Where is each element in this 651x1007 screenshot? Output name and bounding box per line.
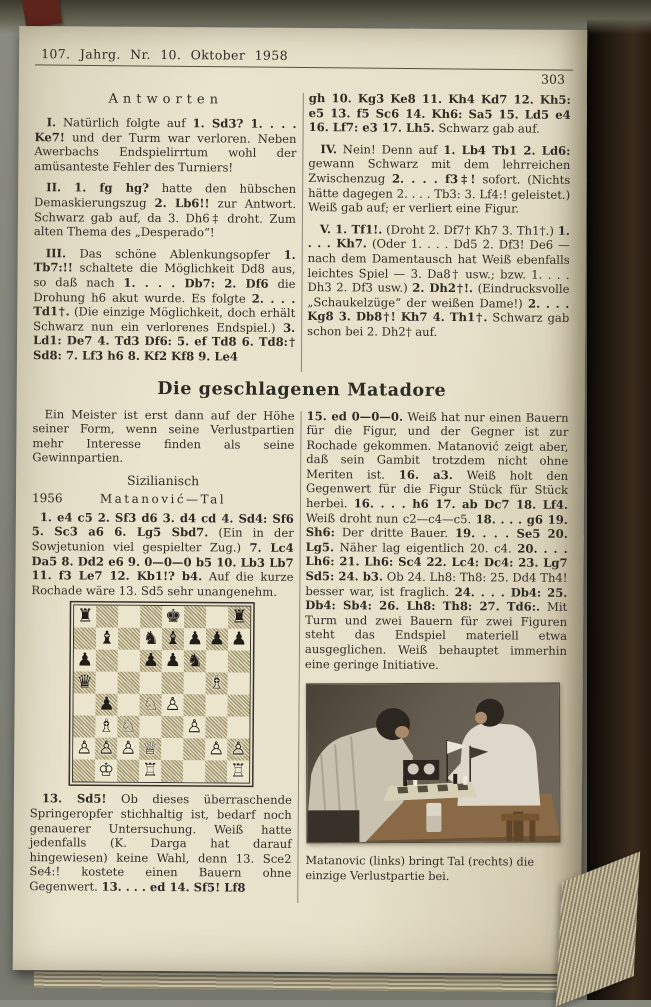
board-square: [228, 673, 250, 695]
board-square: [205, 695, 227, 717]
answer-paragraph-5: V. 1. Tf1!. (Droht 2. Df7† Kh7 3. Th1†.) 1. . . . Kh7. (Oder 1. . . . Dd5 2. Df3! De6 — nach dem Damentausch hat Weiß ebenfalls leichtes Spiel — 3. Da8† usw.; bzw. 1. . . . Dh3 2. Df3 usw.) 2. Dh2†!. (Eindrucksvolle „Schaukelzüge“ der weißen Dame!) 2. . . . Kg8 3. Db8†! Kh7 4. Th1†. Schwarz gab schon bei 2. Dh2† auf.: [307, 222, 570, 341]
player-left-trousers: [307, 810, 359, 842]
board-square: [73, 694, 95, 716]
board-square: [118, 628, 140, 650]
photo-caption: Matanovic (links) bringt Tal (rechts) die einzige Verlustpartie bei.: [305, 854, 565, 885]
answer-paragraph-2: II. 1. fg hg? hatte den hübschen Demaskierungszug 2. Lb6!! zur Antwort. Schwarz gab auf, da 3. Dh6‡ droht. Zum alten Thema des „Desperado“!: [34, 181, 296, 241]
board-square: ♕: [139, 738, 161, 760]
board-square: ♝: [96, 628, 118, 650]
board-square: ♙: [73, 738, 95, 760]
article-left-column: [29, 407, 294, 903]
board-square: [139, 716, 161, 738]
board-square: [161, 760, 183, 782]
answers-section: [33, 89, 573, 373]
column-divider: [297, 411, 301, 903]
board-square: ♚: [162, 606, 184, 628]
board-square: [161, 716, 183, 738]
stool: [501, 814, 539, 821]
board-square: ♜: [74, 606, 96, 628]
board-square: [183, 761, 205, 783]
board-square: [205, 717, 227, 739]
board-square: [117, 694, 139, 716]
board-square: [74, 628, 96, 650]
board-square: [73, 716, 95, 738]
board-square: ♟: [95, 694, 117, 716]
board-square: ♘: [117, 716, 139, 738]
game-header: [32, 491, 294, 507]
game-year: 1956: [32, 491, 88, 505]
board-square: [184, 607, 206, 629]
board-square: ♟: [162, 650, 184, 672]
board-square: ♟: [228, 629, 250, 651]
board-square: ♙: [183, 717, 205, 739]
board-square: [118, 650, 140, 672]
board-square: ♟: [184, 629, 206, 651]
board-square: ♔: [95, 760, 117, 782]
game-moves: 1. e4 c5 2. Sf3 d6 3. d4 cd 4. Sd4: Sf6 5. Sc3 a6 6. Lg5 Sbd7. (Ein in der Sowjetunion viel gespielter Zug.) 7. Lc4 Da5 8. Dd2 e6 9. 0—0—0 b5 10. Lb3 Lb7 11. f3 Le7 12. Kb1!? b4. Auf die kurze Rochade wäre 13. Sd5 sehr unangenehm.: [31, 510, 294, 599]
board-square: [183, 695, 205, 717]
answer-continuation: gh 10. Kg3 Ke8 11. Kh4 Kd7 12. Kh5: e5 13. f5 Sc6 14. Kh6: Sa5 15. Ld5 e4 16. Lf7: e3 17. Lh5. Schwarz gab auf.: [309, 91, 571, 137]
book-cover: [587, 0, 651, 1000]
answers-heading: Antworten: [35, 91, 297, 108]
page-number: 303: [35, 68, 573, 87]
board-square: ♟: [206, 629, 228, 651]
board-square: ♟: [74, 650, 96, 672]
board-square: [96, 672, 118, 694]
board-square: [205, 761, 227, 783]
board-square: ♖: [227, 761, 249, 783]
board-square: [118, 606, 140, 628]
stool-leg: [529, 821, 535, 842]
board-square: [227, 717, 249, 739]
board-square: [140, 606, 162, 628]
game-continuation: 15. ed 0—0—0. Weiß hat nur einen Bauern für die Figur, und der Gegner ist zur Rochade gekommen. Matanović zeigt aber, daß sein Gambit trotzdem nicht ohne Meriten ist. 16. a3. Weiß holt den Gegenwert für die Figur Stück für Stück herbei. 16. . . . h6 17. ab Dc7 18. Lf4. Weiß droht nun c2—c4—c5. 18. . . . g6 19. Sh6: Der dritte Bauer. 19. . . . Se5 20. Lg5. Näher lag eigentlich 20. c4. 20. . . . Lh6: 21. Lh6: Sc4 22. Lc4: Dc4: 23. Lg7 Sd5: 24. b3. Ob 24. Lh8: Th8: 25. Dd4 Th4! besser war, ist fraglich. 24. . . . Db4: 25. Db4: Sb4: 26. Lh8: Th8: 27. Td6:. Mit Turm und zwei Bauern für zwei Figuren steht das Endspiel materiell etwa ausgeglichen. Weiß behauptet immerhin eine geringe Initiative.: [305, 409, 569, 674]
article-title: Die geschlagenen Matadore: [33, 378, 571, 402]
game-annotation: 13. Sd5! Ob dieses überraschende Springeropfer stichhaltig ist, bedarf noch genauerer Untersuchung. Weiß hatte jedenfalls (K. Darga hat darauf hingewiesen) keine Wahl, denn 13. Sce2 Se4:! kostete einen Bauern ohne Gegenwert. 13. . . . ed 14. Sf5! Lf8: [29, 792, 292, 896]
board-square: [227, 695, 249, 717]
board-square: [73, 760, 95, 782]
opening-name: Sizilianisch: [32, 472, 294, 489]
stool-leg: [506, 821, 512, 842]
board-square: [206, 607, 228, 629]
board-square: ♖: [139, 760, 161, 782]
answer-paragraph-1: I. Natürlich folgte auf 1. Sd3? 1. . . . Ke7! und der Turm war verloren. Neben Awerbachs Endspielirrtum wohl der amüsanteste Fehler des Turniers!: [34, 115, 296, 175]
board-square: [161, 738, 183, 760]
board-square: [140, 672, 162, 694]
board-square: ♜: [228, 607, 250, 629]
board-square: [206, 651, 228, 673]
board-square: [184, 673, 206, 695]
photo-matanovic-tal: [306, 683, 561, 844]
answer-paragraph-4: IV. Nein! Denn auf 1. Lb4 Tb1 2. Ld6: gewann Schwarz mit dem lehrreichen Zwischenzug 2. . . . f3‡! sofort. (Nichts hätte dagegen 2. . . . Tb3: 3. Lf4:! geleistet.) Weiß gab auf; er verliert eine Figur.: [308, 142, 571, 217]
board-square: [162, 672, 184, 694]
chess-diagram: [30, 605, 293, 785]
left-column: [33, 89, 297, 371]
right-column: [307, 91, 571, 373]
column-divider: [301, 93, 304, 372]
board-square: [118, 672, 140, 694]
board-square: ♙: [117, 738, 139, 760]
board-square: [96, 650, 118, 672]
article-section: [29, 407, 570, 905]
board-square: ♞: [184, 651, 206, 673]
board-square: ♙: [205, 739, 227, 761]
game-players: Matanović—Tal: [88, 491, 238, 506]
board-square: ♙: [227, 739, 249, 761]
page-edges-bottom: [34, 972, 570, 993]
board-square: [183, 739, 205, 761]
water-glass-shade: [426, 816, 441, 832]
board-square: [228, 651, 250, 673]
board-square: ♝: [162, 628, 184, 650]
board-square: ♗: [206, 673, 228, 695]
board-square: ♞: [140, 628, 162, 650]
board-square: [117, 760, 139, 782]
board-square: [96, 606, 118, 628]
board-square: ♙: [95, 738, 117, 760]
chess-diagram-board: [72, 605, 251, 784]
answer-paragraph-3: III. Das schöne Ablenkungsopfer 1. Tb7:!! schaltete die Möglichkeit Dd8 aus, so daß nach 1. . . . Db7: 2. Df6 die Drohung h6 akut wurde. Es folgte 2. . . . Td1†. (Die einzige Möglichkeit, doch erhält Schwarz nun ein verlorenes Endspiel.) 3. Ld1: De7 4. Td3 Df6: 5. ef Td8 6. Td8:† Sd8: 7. Lf3 h6 8. Kf2 Kf8 9. Le4: [33, 246, 296, 365]
article-right-column: [303, 409, 568, 905]
board-square: ♗: [95, 716, 117, 738]
magazine-page: [13, 26, 588, 974]
article-intro: Ein Meister ist erst dann auf der Höhe seiner Form, wenn seine Verlustpartien mehr Interesse finden als seine Gewinnpartien.: [32, 407, 294, 467]
issue-line: 107. Jahrg. Nr. 10. Oktober 1958: [35, 46, 573, 65]
board-square: ♘: [139, 694, 161, 716]
board-square: ♛: [74, 672, 96, 694]
board-square: ♙: [161, 694, 183, 716]
board-square: ♟: [140, 650, 162, 672]
